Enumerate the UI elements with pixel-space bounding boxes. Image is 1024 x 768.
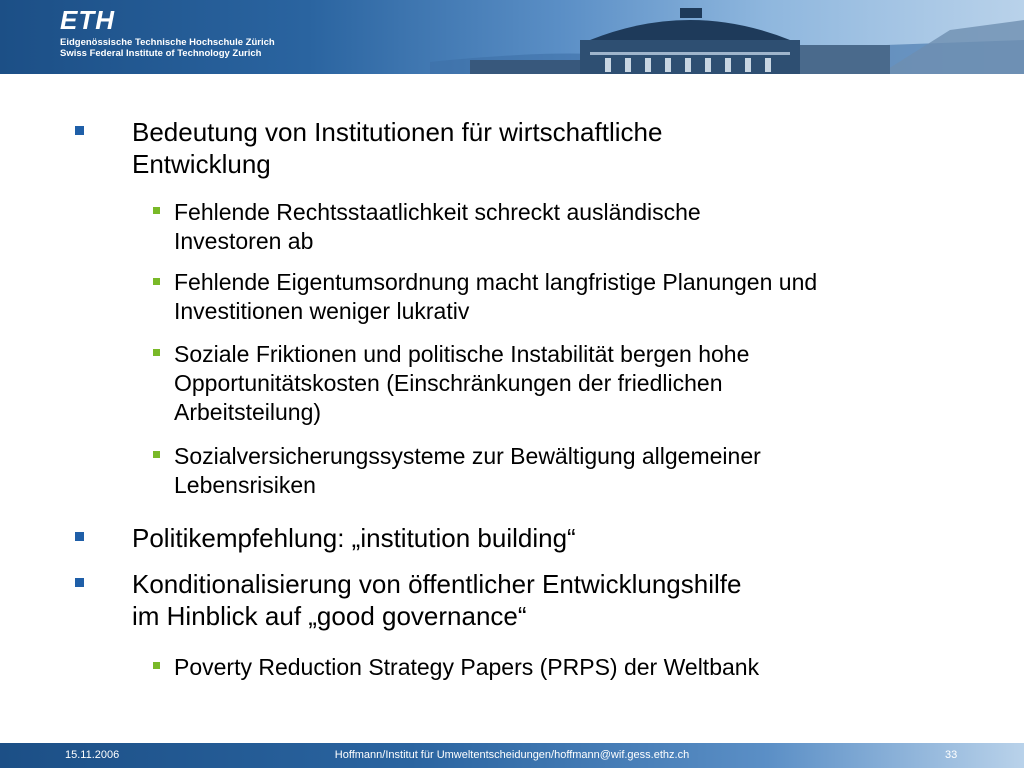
item-3-line-2: im Hinblick auf „good governance“ (132, 601, 527, 631)
sub-item-3-1-line-1: Poverty Reduction Strategy Papers (PRPS) der Weltbank (174, 654, 760, 680)
sub-item-1-3-line-3: Arbeitsteilung) (174, 399, 322, 425)
sub-item-1-3 (174, 340, 749, 427)
item-1-line-1: Bedeutung von Institutionen für wirtschaftliche (132, 117, 663, 147)
bullet-square-green (153, 278, 160, 285)
sub-item-1-4-line-2: Lebensrisiken (174, 472, 316, 498)
sub-item-1-2 (174, 268, 817, 326)
bullet-square-blue (75, 126, 84, 135)
sub-item-1-4-line-1: Sozialversicherungssysteme zur Bewältigung allgemeiner (174, 443, 761, 469)
bullet-item-2 (132, 522, 576, 554)
bullet-square-green (153, 662, 160, 669)
item-2-line-1: Politikempfehlung: „institution building“ (132, 523, 576, 553)
bullet-square-green (153, 349, 160, 356)
footer-author: Hoffmann/Institut für Umweltentscheidungen/hoffmann@wif.gess.ethz.ch (334, 749, 690, 761)
item-1-line-2: Entwicklung (132, 149, 271, 179)
sub-item-1-3-line-1: Soziale Friktionen und politische Instabilität bergen hohe (174, 341, 750, 367)
item-3-line-1: Konditionalisierung von öffentlicher Entwicklungshilfe (132, 569, 742, 599)
page-number: 33 (945, 749, 958, 761)
footer-bar (0, 743, 1024, 768)
bullet-square-blue (75, 578, 84, 587)
sub-item-1-1 (174, 198, 701, 256)
bullet-square-green (153, 451, 160, 458)
sub-item-1-2-line-1: Fehlende Eigentumsordnung macht langfristige Planungen und (174, 269, 818, 295)
bullet-square-green (153, 207, 160, 214)
sub-item-1-1-line-2: Investoren ab (174, 228, 314, 254)
sub-item-3-1 (174, 653, 759, 682)
bullet-item-3 (132, 568, 741, 632)
footer-date: 15.11.2006 (65, 749, 120, 761)
institution-name-de: Eidgenössische Technische Hochschule Zürich (60, 37, 275, 48)
bullet-item-1 (132, 116, 662, 180)
sub-item-1-4 (174, 442, 761, 500)
sub-item-1-1-line-1: Fehlende Rechtsstaatlichkeit schreckt ausländische (174, 199, 701, 225)
institution-name-en: Swiss Federal Institute of Technology Zurich (60, 48, 262, 59)
bullet-square-blue (75, 532, 84, 541)
sub-item-1-2-line-2: Investitionen weniger lukrativ (174, 298, 470, 324)
sub-item-1-3-line-2: Opportunitätskosten (Einschränkungen der friedlichen (174, 370, 723, 396)
eth-logo: ETH (60, 5, 115, 35)
